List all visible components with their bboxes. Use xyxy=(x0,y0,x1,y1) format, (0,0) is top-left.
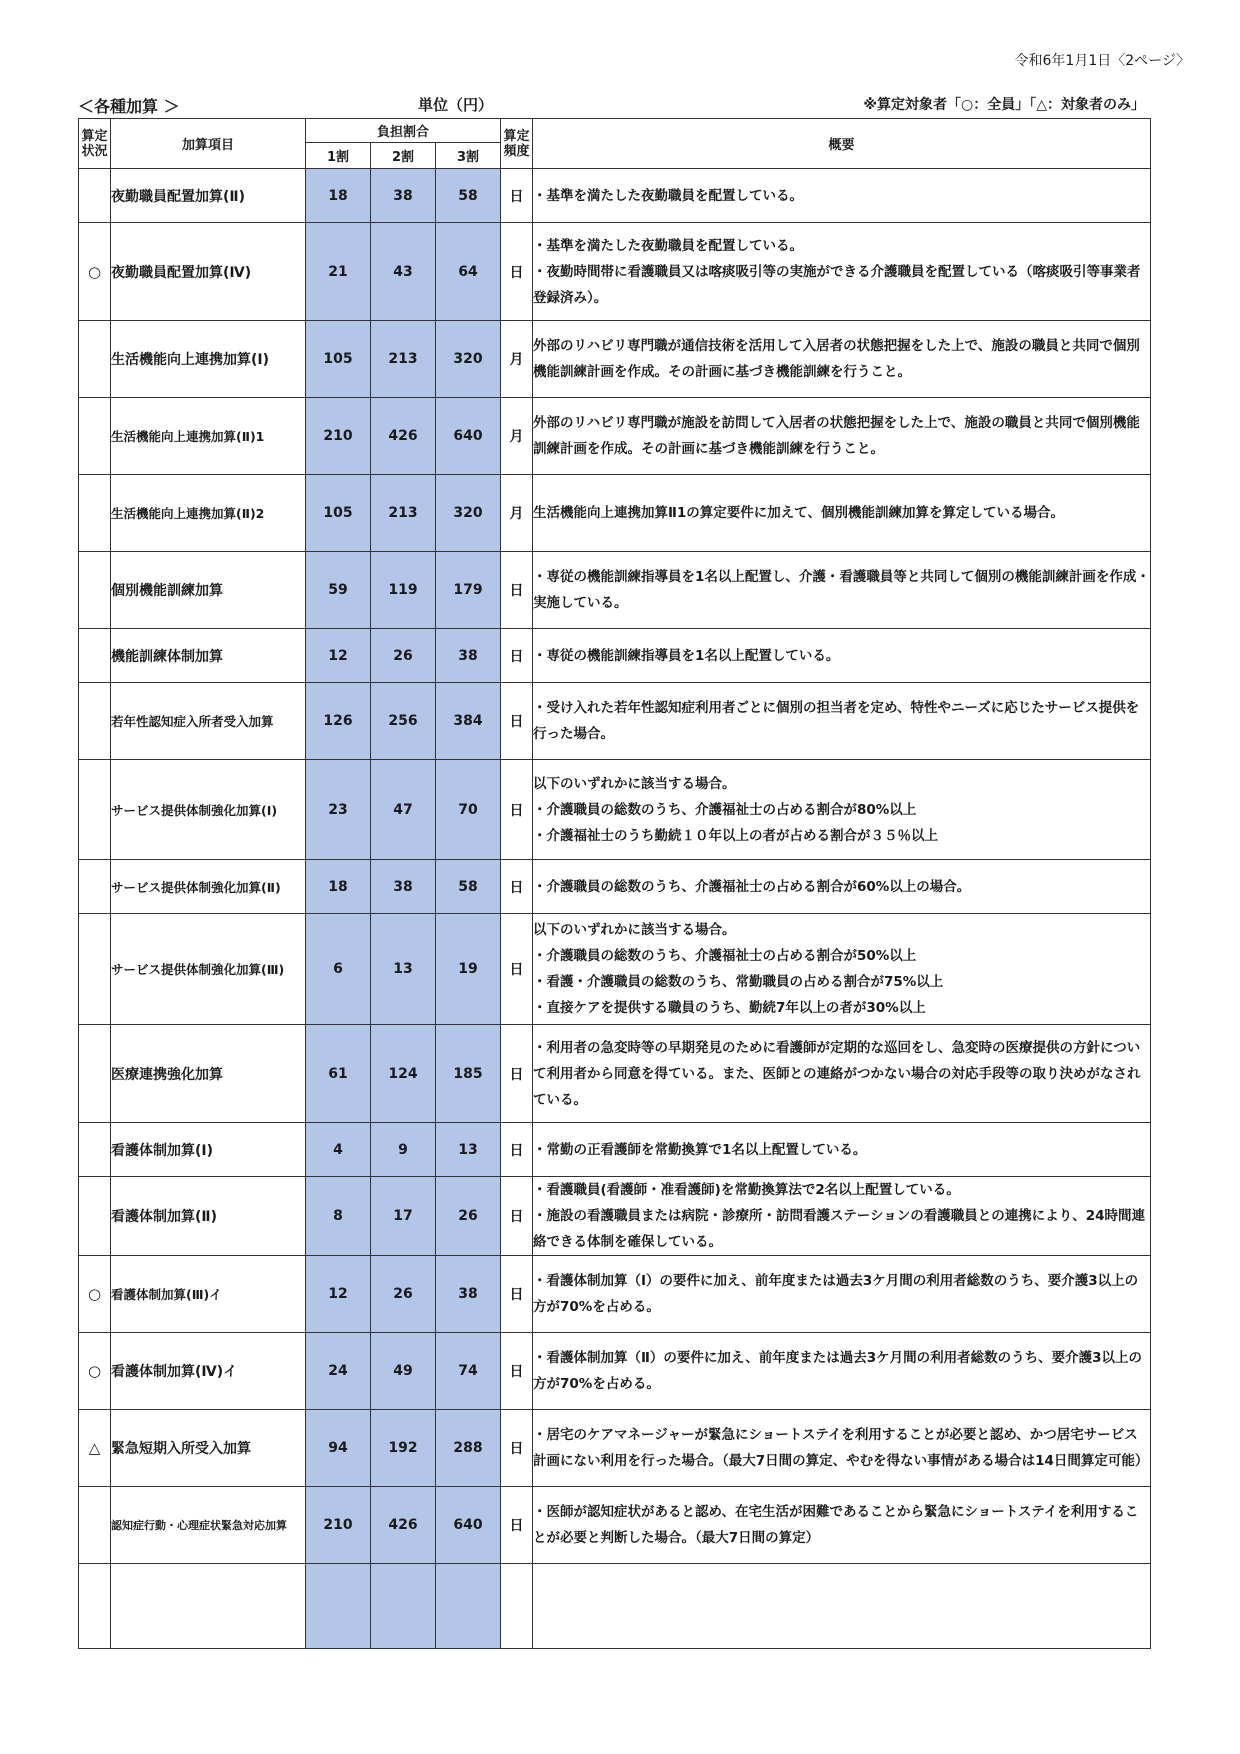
table-row xyxy=(79,1123,1151,1177)
table-row xyxy=(79,760,1151,860)
ratio-2-value xyxy=(371,1564,436,1649)
description-line: 外部のリハビリ専門職が施設を訪問して入居者の状態把握をした上で、施設の職員と共同で個別機能訓練計画を作成。その計画に基づき機能訓練を行うこと。 xyxy=(533,415,1140,457)
ratio-2-value: 124 xyxy=(371,1025,436,1123)
table-row xyxy=(79,169,1151,223)
ratio-2-value: 9 xyxy=(371,1123,436,1177)
ratio-2-value: 47 xyxy=(371,760,436,860)
ratio-2-value: 49 xyxy=(371,1333,436,1410)
table-row xyxy=(79,223,1151,321)
status-cell xyxy=(79,398,111,475)
ratio-1-value: 210 xyxy=(306,1487,371,1564)
status-cell xyxy=(79,1123,111,1177)
table-body xyxy=(79,169,1151,1649)
description-cell xyxy=(533,1410,1151,1487)
description-line: ・看護・介護職員の総数のうち、常勤職員の占める割合が75%以上 xyxy=(533,974,944,990)
description-cell xyxy=(533,398,1151,475)
frequency-cell: 日 xyxy=(501,1025,533,1123)
table-row xyxy=(79,914,1151,1025)
ratio-2-value: 119 xyxy=(371,552,436,629)
ratio-3-value: 38 xyxy=(436,1256,501,1333)
ratio-2-value: 213 xyxy=(371,475,436,552)
frequency-cell: 日 xyxy=(501,1487,533,1564)
ratio-3-value: 38 xyxy=(436,629,501,683)
description-line: ・介護職員の総数のうち、介護福祉士の占める割合が60%以上の場合。 xyxy=(533,878,971,895)
ratio-3-value: 26 xyxy=(436,1177,501,1256)
description-cell xyxy=(533,760,1151,860)
frequency-cell: 日 xyxy=(501,760,533,860)
table-row xyxy=(79,683,1151,760)
item-name: サービス提供体制強化加算(Ⅱ) xyxy=(111,860,306,914)
description-line: 生活機能向上連携加算Ⅱ1の算定要件に加えて、個別機能訓練加算を算定している場合。 xyxy=(533,505,1065,521)
ratio-3-value: 185 xyxy=(436,1025,501,1123)
status-cell xyxy=(79,914,111,1025)
status-cell: ○ xyxy=(79,1333,111,1410)
ratio-1-value: 105 xyxy=(306,321,371,398)
item-name: 医療連携強化加算 xyxy=(111,1025,306,1123)
section-title: ＜各種加算 ＞ xyxy=(78,97,180,116)
frequency-cell: 日 xyxy=(501,169,533,223)
ratio-3-value: 70 xyxy=(436,760,501,860)
ratio-3-value: 640 xyxy=(436,398,501,475)
description-cell xyxy=(533,552,1151,629)
table-row xyxy=(79,552,1151,629)
frequency-cell: 日 xyxy=(501,914,533,1025)
description-cell xyxy=(533,1333,1151,1410)
description-line: 外部のリハビリ専門職が通信技術を活用して入居者の状態把握をした上で、施設の職員と共同で個別機能訓練計画を作成。その計画に基づき機能訓練を行うこと。 xyxy=(533,338,1140,380)
ratio-2-value: 26 xyxy=(371,1256,436,1333)
description-line: ・夜勤時間帯に看護職員又は喀痰吸引等の実施ができる介護職員を配置している（喀痰吸引等事業者登録済み）。 xyxy=(533,263,1141,306)
ratio-1-value: 18 xyxy=(306,860,371,914)
ratio-2-value: 213 xyxy=(371,321,436,398)
description-cell xyxy=(533,629,1151,683)
description-line: ・専従の機能訓練指導員を1名以上配置し、介護・看護職員等と共同して個別の機能訓練計画を作成・実施している。 xyxy=(533,569,1150,611)
table-row xyxy=(79,629,1151,683)
status-cell xyxy=(79,321,111,398)
status-cell xyxy=(79,1025,111,1123)
ratio-1-value: 24 xyxy=(306,1333,371,1410)
status-cell: ○ xyxy=(79,1256,111,1333)
frequency-cell: 日 xyxy=(501,629,533,683)
item-name xyxy=(111,1564,306,1649)
item-name: 看護体制加算(Ⅳ)イ xyxy=(111,1333,306,1410)
description-cell xyxy=(533,860,1151,914)
header-description: 概要 xyxy=(533,119,1151,169)
description-cell xyxy=(533,1025,1151,1123)
additions-table xyxy=(78,118,1151,1649)
ratio-1-value: 210 xyxy=(306,398,371,475)
status-cell xyxy=(79,1177,111,1256)
description-line: ・看護職員(看護師・准看護師)を常勤換算法で2名以上配置している。 xyxy=(533,1182,960,1198)
description-cell xyxy=(533,475,1151,552)
ratio-3-value: 320 xyxy=(436,475,501,552)
ratio-2-value: 256 xyxy=(371,683,436,760)
ratio-2-value: 13 xyxy=(371,914,436,1025)
status-cell xyxy=(79,552,111,629)
item-name: 看護体制加算(Ⅲ)イ xyxy=(111,1256,306,1333)
description-line: ・居宅のケアマネージャーが緊急にショートステイを利用することが必要と認め、かつ居宅サービス計画にない利用を行った場合。（最大7日間の算定、やむを得ない事情がある場合は14日間算定可能） xyxy=(533,1427,1149,1469)
ratio-1-value xyxy=(306,1564,371,1649)
ratio-1-value: 23 xyxy=(306,760,371,860)
item-name: 機能訓練体制加算 xyxy=(111,629,306,683)
description-line: ・看護体制加算（Ⅱ）の要件に加え、前年度または過去3ケ月間の利用者総数のうち、要介護3以上の方が70%を占める。 xyxy=(533,1350,1142,1392)
status-cell xyxy=(79,169,111,223)
ratio-1-value: 94 xyxy=(306,1410,371,1487)
header-ratio: 負担割合 xyxy=(306,119,501,143)
ratio-3-value: 320 xyxy=(436,321,501,398)
ratio-1-value: 12 xyxy=(306,629,371,683)
description-cell xyxy=(533,1487,1151,1564)
description-line: ・常勤の正看護師を常勤換算で1名以上配置している。 xyxy=(533,1141,867,1158)
status-cell xyxy=(79,683,111,760)
ratio-3-value: 179 xyxy=(436,552,501,629)
unit-label: 単位（円） xyxy=(418,96,494,114)
table-row xyxy=(79,1564,1151,1649)
description-line: ・介護職員の総数のうち、介護福祉士の占める割合が80%以上 xyxy=(533,801,917,818)
frequency-cell: 月 xyxy=(501,321,533,398)
frequency-cell: 日 xyxy=(501,1410,533,1487)
ratio-2-value: 426 xyxy=(371,398,436,475)
ratio-2-value: 43 xyxy=(371,223,436,321)
ratio-3-value: 64 xyxy=(436,223,501,321)
description-cell xyxy=(533,1177,1151,1256)
ratio-2-value: 426 xyxy=(371,1487,436,1564)
item-name: 認知症行動・心理症状緊急対応加算 xyxy=(111,1487,306,1564)
table-row xyxy=(79,398,1151,475)
status-cell xyxy=(79,860,111,914)
ratio-2-value: 17 xyxy=(371,1177,436,1256)
item-name: 若年性認知症入所者受入加算 xyxy=(111,683,306,760)
item-name: サービス提供体制強化加算(Ⅲ) xyxy=(111,914,306,1025)
table-row xyxy=(79,1333,1151,1410)
frequency-cell: 月 xyxy=(501,475,533,552)
table-row xyxy=(79,1256,1151,1333)
frequency-cell: 日 xyxy=(501,683,533,760)
page-date: 令和6年1月1日〈2ページ〉 xyxy=(1014,53,1190,69)
ratio-1-value: 4 xyxy=(306,1123,371,1177)
description-cell xyxy=(533,1564,1151,1649)
ratio-3-value: 74 xyxy=(436,1333,501,1410)
ratio-3-value: 640 xyxy=(436,1487,501,1564)
ratio-2-value: 26 xyxy=(371,629,436,683)
status-cell xyxy=(79,629,111,683)
status-cell xyxy=(79,1564,111,1649)
description-line: ・基準を満たした夜勤職員を配置している。 xyxy=(533,237,803,254)
status-cell xyxy=(79,475,111,552)
description-cell xyxy=(533,321,1151,398)
frequency-cell: 日 xyxy=(501,552,533,629)
description-cell xyxy=(533,914,1151,1025)
description-line: ・介護福祉士のうち勤続１０年以上の者が占める割合が３５％以上 xyxy=(533,827,938,844)
frequency-cell: 日 xyxy=(501,1177,533,1256)
item-name: 夜勤職員配置加算(Ⅱ) xyxy=(111,169,306,223)
ratio-3-value: 288 xyxy=(436,1410,501,1487)
ratio-3-value: 384 xyxy=(436,683,501,760)
ratio-1-value: 6 xyxy=(306,914,371,1025)
ratio-2-value: 38 xyxy=(371,169,436,223)
table-header-bar xyxy=(78,94,1149,118)
header-ratio-1: 1割 xyxy=(306,143,371,169)
ratio-1-value: 8 xyxy=(306,1177,371,1256)
frequency-cell: 日 xyxy=(501,1123,533,1177)
description-cell xyxy=(533,683,1151,760)
ratio-3-value: 13 xyxy=(436,1123,501,1177)
description-line: ・基準を満たした夜勤職員を配置している。 xyxy=(533,187,803,204)
frequency-cell: 日 xyxy=(501,223,533,321)
status-cell: △ xyxy=(79,1410,111,1487)
ratio-3-value xyxy=(436,1564,501,1649)
description-line: ・直接ケアを提供する職員のうち、勤続7年以上の者が30%以上 xyxy=(533,1000,926,1016)
item-name: 看護体制加算(Ⅱ) xyxy=(111,1177,306,1256)
header-ratio-3: 3割 xyxy=(436,143,501,169)
table-row xyxy=(79,860,1151,914)
ratio-1-value: 105 xyxy=(306,475,371,552)
table-row xyxy=(79,1487,1151,1564)
description-line: 以下のいずれかに該当する場合。 xyxy=(533,775,736,792)
description-line: ・専従の機能訓練指導員を1名以上配置している。 xyxy=(533,647,840,664)
ratio-3-value: 58 xyxy=(436,860,501,914)
table-row xyxy=(79,321,1151,398)
item-name: 緊急短期入所受入加算 xyxy=(111,1410,306,1487)
ratio-1-value: 21 xyxy=(306,223,371,321)
table-row xyxy=(79,1177,1151,1256)
description-line: ・施設の看護職員または病院・診療所・訪問看護ステーションの看護職員との連携により、24時間連絡できる体制を確保している。 xyxy=(533,1208,1145,1250)
description-line: ・介護職員の総数のうち、介護福祉士の占める割合が50%以上 xyxy=(533,948,917,964)
description-cell xyxy=(533,169,1151,223)
status-cell: ○ xyxy=(79,223,111,321)
description-line: ・受け入れた若年性認知症利用者ごとに個別の担当者を定め、特性やニーズに応じたサービス提供を行った場合。 xyxy=(533,700,1140,742)
header-status: 算定状況 xyxy=(79,119,111,169)
ratio-3-value: 58 xyxy=(436,169,501,223)
header-ratio-2: 2割 xyxy=(371,143,436,169)
ratio-1-value: 126 xyxy=(306,683,371,760)
description-line: 以下のいずれかに該当する場合。 xyxy=(533,922,736,938)
item-name: 夜勤職員配置加算(Ⅳ) xyxy=(111,223,306,321)
description-cell xyxy=(533,1256,1151,1333)
table-row xyxy=(79,1025,1151,1123)
item-name: 看護体制加算(Ⅰ) xyxy=(111,1123,306,1177)
ratio-1-value: 12 xyxy=(306,1256,371,1333)
status-cell xyxy=(79,760,111,860)
legend-note: ※算定対象者「○：全員」「△：対象者のみ」 xyxy=(863,97,1145,113)
ratio-3-value: 19 xyxy=(436,914,501,1025)
header-frequency: 算定頻度 xyxy=(501,119,533,169)
item-name: 生活機能向上連携加算(Ⅱ)1 xyxy=(111,398,306,475)
description-cell xyxy=(533,1123,1151,1177)
ratio-2-value: 38 xyxy=(371,860,436,914)
description-line: ・利用者の急変時等の早期発見のために看護師が定期的な巡回をし、急変時の医療提供の方針について利用者から同意を得ている。また、医師との連絡がつかない場合の対応手段等の取り決めがなされている。 xyxy=(533,1039,1141,1108)
frequency-cell: 日 xyxy=(501,860,533,914)
header-item: 加算項目 xyxy=(111,119,306,169)
table-row xyxy=(79,1410,1151,1487)
frequency-cell xyxy=(501,1564,533,1649)
ratio-1-value: 59 xyxy=(306,552,371,629)
table-row xyxy=(79,475,1151,552)
item-name: 個別機能訓練加算 xyxy=(111,552,306,629)
description-line: ・医師が認知症状があると認め、在宅生活が困難であることから緊急にショートステイを利用することが必要と判断した場合。（最大7日間の算定） xyxy=(533,1504,1139,1546)
item-name: サービス提供体制強化加算(Ⅰ) xyxy=(111,760,306,860)
item-name: 生活機能向上連携加算(Ⅰ) xyxy=(111,321,306,398)
ratio-1-value: 61 xyxy=(306,1025,371,1123)
status-cell xyxy=(79,1487,111,1564)
description-cell xyxy=(533,223,1151,321)
item-name: 生活機能向上連携加算(Ⅱ)2 xyxy=(111,475,306,552)
frequency-cell: 日 xyxy=(501,1256,533,1333)
description-line: ・看護体制加算（Ⅰ）の要件に加え、前年度または過去3ケ月間の利用者総数のうち、要介護3以上の方が70%を占める。 xyxy=(533,1273,1139,1315)
frequency-cell: 日 xyxy=(501,1333,533,1410)
frequency-cell: 月 xyxy=(501,398,533,475)
ratio-2-value: 192 xyxy=(371,1410,436,1487)
ratio-1-value: 18 xyxy=(306,169,371,223)
